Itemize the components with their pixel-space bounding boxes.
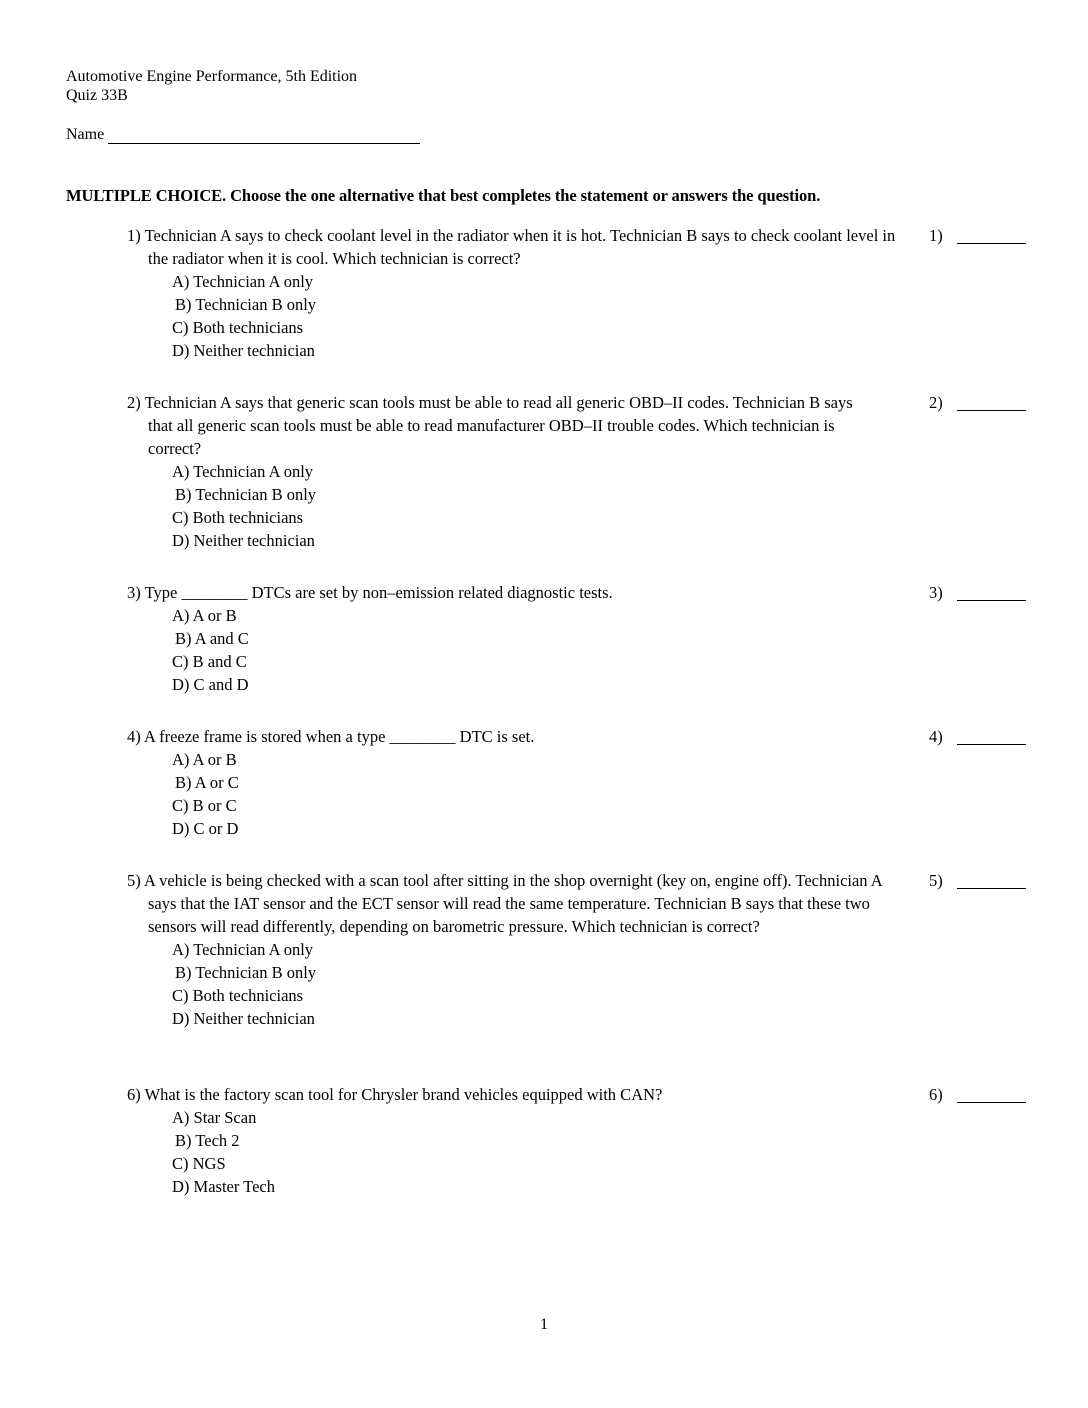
answer-blank-1[interactable] xyxy=(957,224,1026,244)
option-a[interactable]: A) Technician A only xyxy=(172,940,314,959)
course-title: Automotive Engine Performance, 5th Edition xyxy=(66,68,358,85)
option-b[interactable]: B) Tech 2 xyxy=(175,1131,240,1150)
name-label: Name xyxy=(66,126,105,143)
option-b[interactable]: B) A and C xyxy=(175,629,249,648)
answer-blank-2[interactable] xyxy=(957,391,1026,411)
instructions: MULTIPLE CHOICE. Choose the one alternative that best completes the statement or answers the question. xyxy=(66,186,821,205)
option-a[interactable]: A) Star Scan xyxy=(172,1108,257,1127)
question-1 xyxy=(127,224,912,362)
question-2 xyxy=(127,391,912,552)
question-number: 1) xyxy=(127,226,141,245)
option-c[interactable]: C) NGS xyxy=(172,1154,226,1173)
option-c[interactable]: C) B and C xyxy=(172,652,247,671)
answer-label-1: 1) xyxy=(929,226,943,245)
option-a[interactable]: A) Technician A only xyxy=(172,462,314,481)
option-b[interactable]: B) Technician B only xyxy=(175,295,317,314)
option-c[interactable]: C) B or C xyxy=(172,796,237,815)
question-6 xyxy=(127,1083,912,1198)
answer-label-4: 4) xyxy=(929,727,943,746)
option-b[interactable]: B) A or C xyxy=(175,773,239,792)
question-text: A freeze frame is stored when a type ________ DTC is set. xyxy=(143,727,535,746)
answer-label-2: 2) xyxy=(929,393,943,412)
question-5 xyxy=(127,869,912,1030)
question-text: Technician A says that generic scan tools must be able to read all generic OBD–II codes. Technician B says that all generic scan tools must be able to read manufacturer OBD–II trouble codes. Which technician is correct? xyxy=(144,393,853,458)
quiz-title: Quiz 33B xyxy=(66,87,128,104)
question-3 xyxy=(127,581,912,696)
question-number: 2) xyxy=(127,393,141,412)
option-c[interactable]: C) Both technicians xyxy=(172,508,304,527)
name-field[interactable] xyxy=(108,143,420,144)
option-a[interactable]: A) A or B xyxy=(172,606,237,625)
option-c[interactable]: C) Both technicians xyxy=(172,318,304,337)
option-a[interactable]: A) Technician A only xyxy=(172,272,314,291)
question-text: A vehicle is being checked with a scan tool after sitting in the shop overnight (key on, engine off). Technician A says that the IAT sensor and the ECT sensor will read the same temperature. Technician B says that these two sensors will read differently, depending on barometric pressure. Which technician is correct? xyxy=(143,871,882,936)
question-text: Technician A says to check coolant level in the radiator when it is hot. Technician B says to check coolant level in the radiator when it is cool. Which technician is correct? xyxy=(144,226,896,268)
option-d[interactable]: D) C and D xyxy=(172,675,249,694)
answer-label-6: 6) xyxy=(929,1085,943,1104)
answer-blank-3[interactable] xyxy=(957,581,1026,601)
answer-label-5: 5) xyxy=(929,871,943,890)
option-b[interactable]: B) Technician B only xyxy=(175,963,317,982)
question-text: Type ________ DTCs are set by non–emission related diagnostic tests. xyxy=(144,583,613,602)
question-number: 6) xyxy=(127,1085,141,1104)
question-number: 4) xyxy=(127,727,141,746)
page-number: 1 xyxy=(540,1316,548,1333)
option-c[interactable]: C) Both technicians xyxy=(172,986,304,1005)
answer-label-3: 3) xyxy=(929,583,943,602)
answer-blank-5[interactable] xyxy=(957,869,1026,889)
option-d[interactable]: D) Master Tech xyxy=(172,1177,276,1196)
option-d[interactable]: D) C or D xyxy=(172,819,239,838)
option-d[interactable]: D) Neither technician xyxy=(172,341,315,360)
answer-blank-4[interactable] xyxy=(957,725,1026,745)
option-d[interactable]: D) Neither technician xyxy=(172,531,315,550)
option-b[interactable]: B) Technician B only xyxy=(175,485,317,504)
option-a[interactable]: A) A or B xyxy=(172,750,237,769)
question-text: What is the factory scan tool for Chrysler brand vehicles equipped with CAN? xyxy=(144,1085,663,1104)
option-d[interactable]: D) Neither technician xyxy=(172,1009,315,1028)
question-number: 3) xyxy=(127,583,141,602)
question-number: 5) xyxy=(127,871,141,890)
question-4 xyxy=(127,725,912,840)
answer-blank-6[interactable] xyxy=(957,1083,1026,1103)
